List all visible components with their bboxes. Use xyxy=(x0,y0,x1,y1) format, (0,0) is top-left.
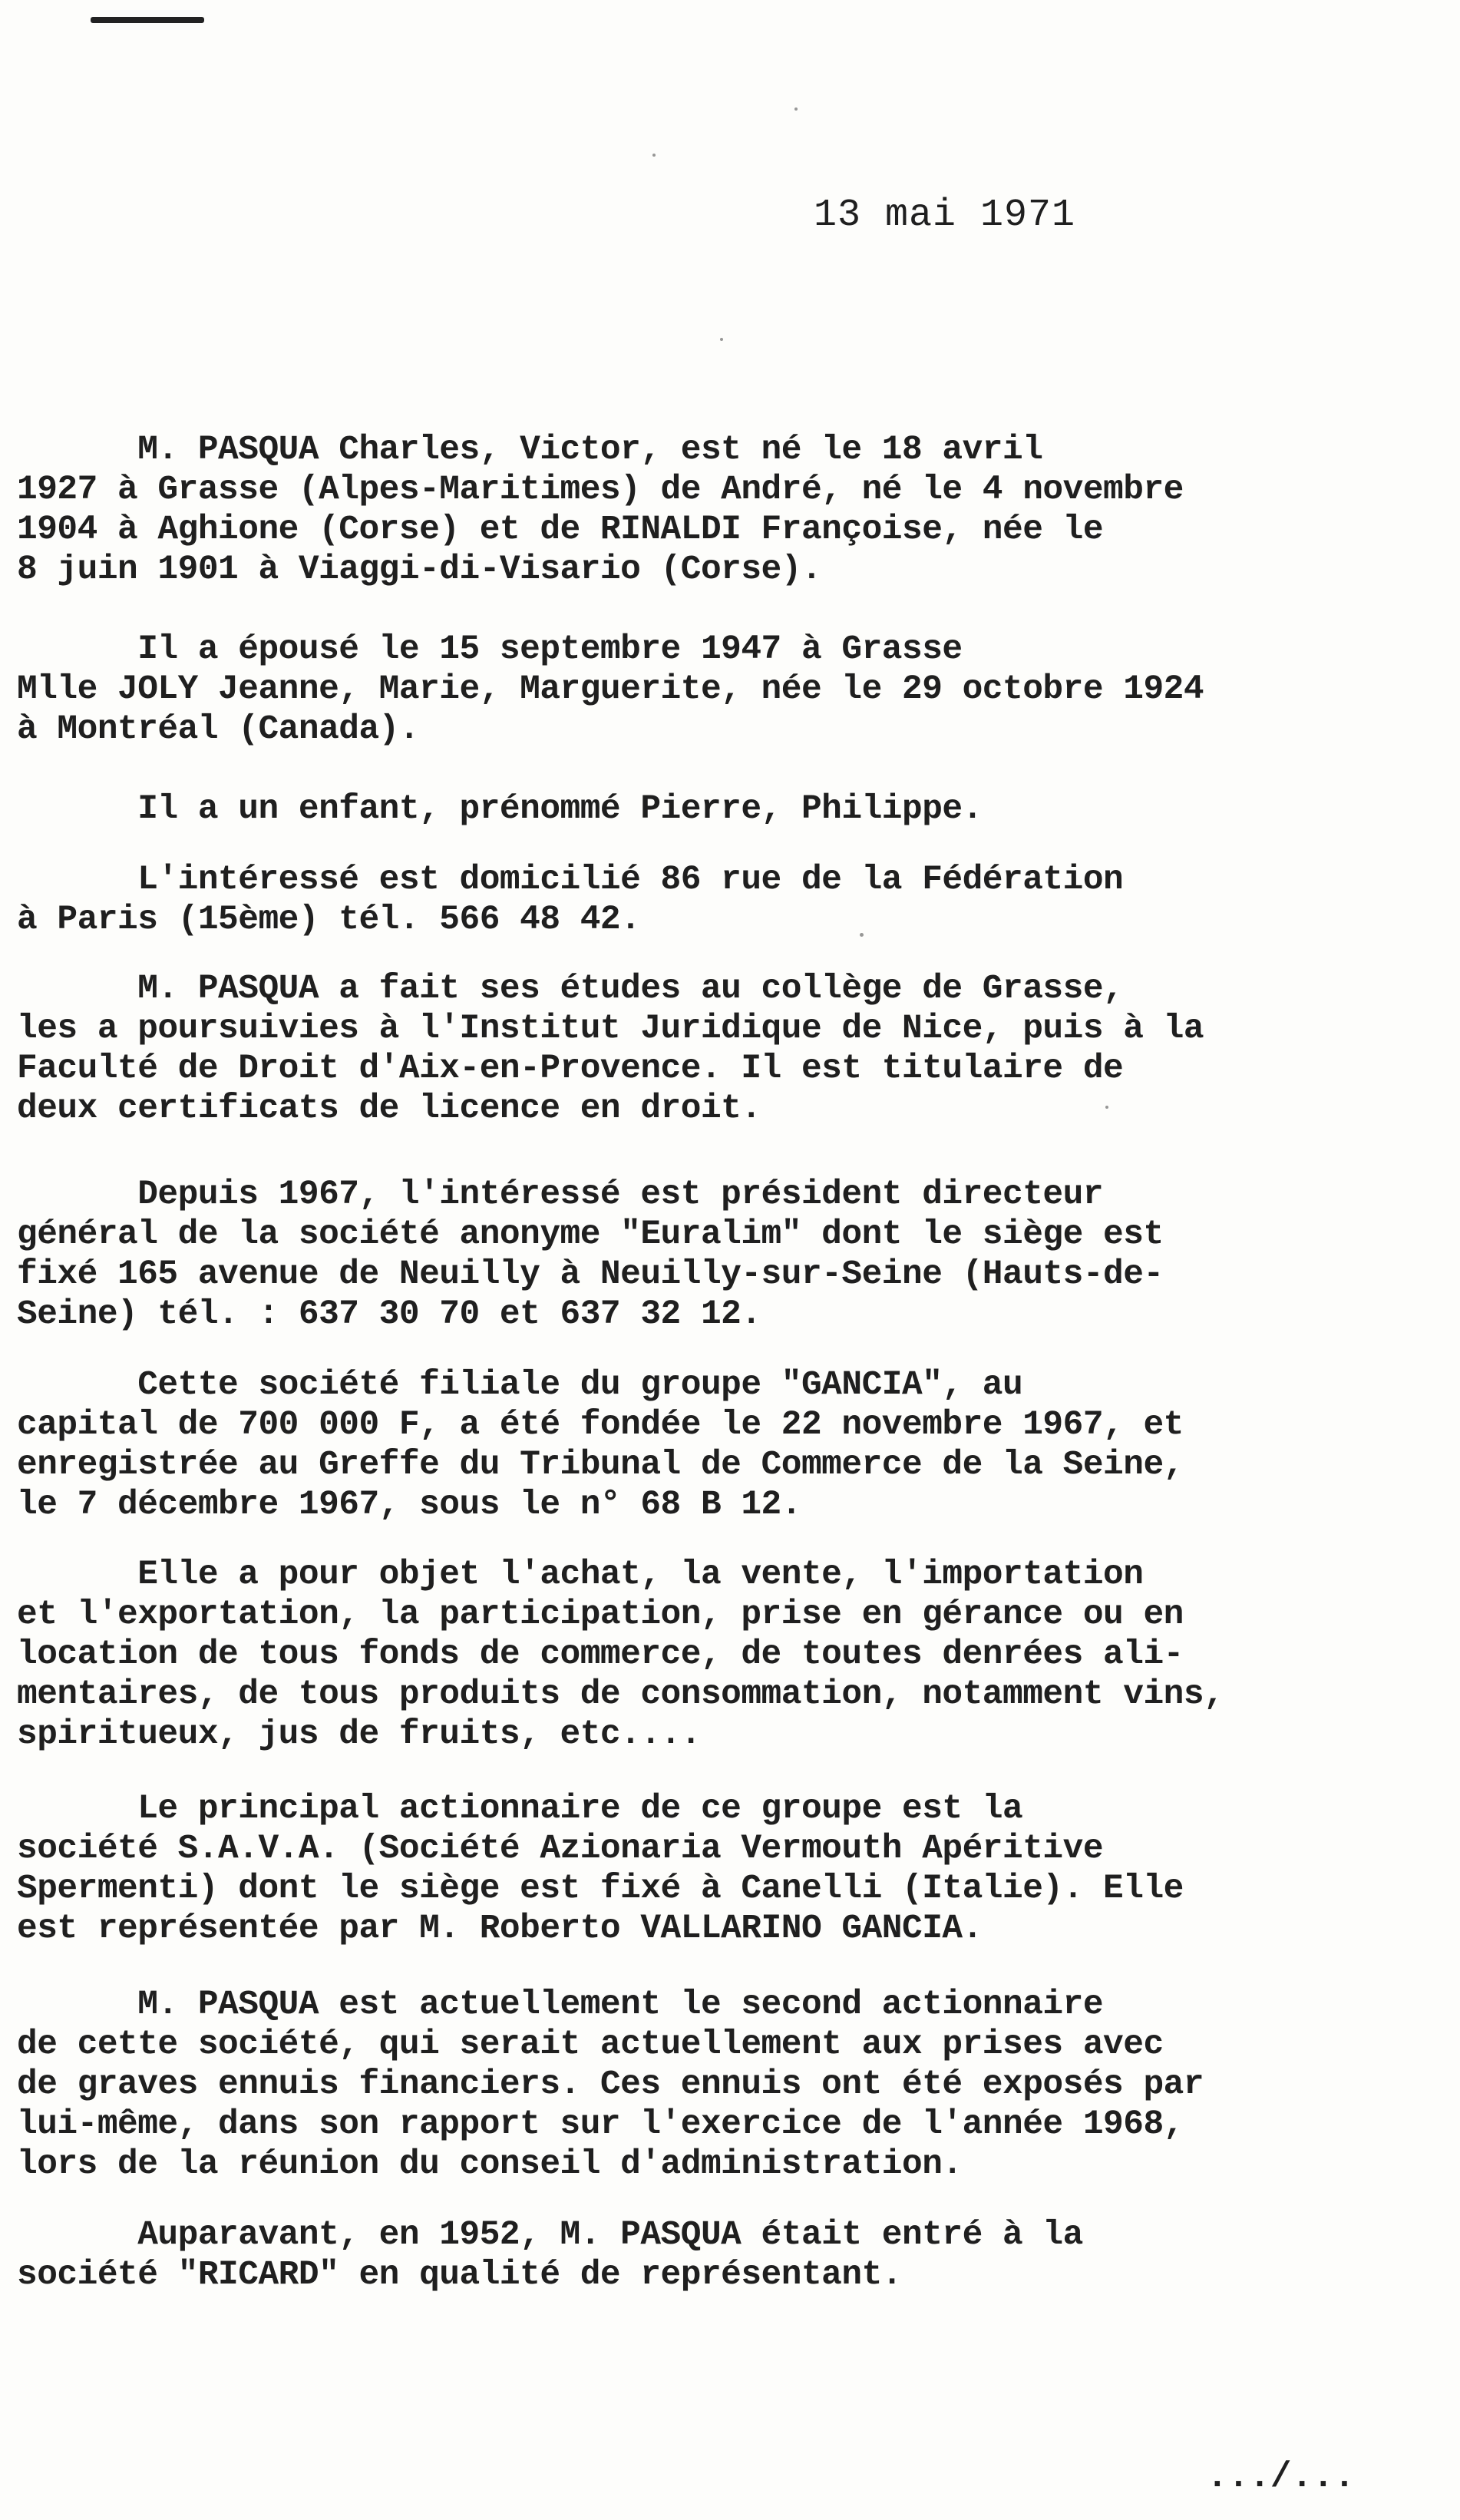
continuation-mark: .../... xyxy=(1207,2457,1356,2497)
scan-speck xyxy=(1105,1106,1108,1109)
text-line: Auparavant, en 1952, M. PASQUA était entré à la xyxy=(17,2216,1083,2254)
text-line: capital de 700 000 F, a été fondée le 22 novembre 1967, et xyxy=(17,1406,1184,1444)
text-line: mentaires, de tous produits de consommation, notamment vins, xyxy=(17,1675,1224,1714)
text-line: société S.A.V.A. (Société Azionaria Vermouth Apéritive xyxy=(17,1830,1104,1868)
text-line: deux certificats de licence en droit. xyxy=(17,1090,761,1128)
paragraph xyxy=(17,2215,1429,2295)
top-margin-mark xyxy=(91,17,204,23)
text-line: 1904 à Aghione (Corse) et de RINALDI Françoise, née le xyxy=(17,511,1104,549)
text-line: Depuis 1967, l'intéressé est président directeur xyxy=(17,1176,1104,1214)
text-line: enregistrée au Greffe du Tribunal de Commerce de la Seine, xyxy=(17,1446,1184,1484)
scan-speck xyxy=(794,107,798,111)
text-line: 8 juin 1901 à Viaggi-di-Visario (Corse). xyxy=(17,551,822,589)
paragraph xyxy=(17,860,1429,940)
paragraph xyxy=(17,1789,1429,1949)
paragraph xyxy=(17,1985,1429,2184)
text-line: de cette société, qui serait actuellement aux prises avec xyxy=(17,2026,1164,2064)
scan-speck xyxy=(860,933,864,937)
scan-speck xyxy=(652,154,656,157)
text-line: fixé 165 avenue de Neuilly à Neuilly-sur-Seine (Hauts-de- xyxy=(17,1255,1164,1294)
scan-speck xyxy=(720,338,723,341)
text-line: Il a épousé le 15 septembre 1947 à Grasse xyxy=(17,630,963,669)
text-line: le 7 décembre 1967, sous le n° 68 B 12. xyxy=(17,1486,801,1524)
text-line: Spermenti) dont le siège est fixé à Canelli (Italie). Elle xyxy=(17,1870,1184,1908)
text-line: et l'exportation, la participation, prise en gérance ou en xyxy=(17,1596,1184,1634)
paragraph xyxy=(17,630,1429,749)
text-line: M. PASQUA Charles, Victor, est né le 18 avril xyxy=(17,431,1043,469)
paragraph xyxy=(17,1555,1429,1754)
text-line: lui-même, dans son rapport sur l'exercice de l'année 1968, xyxy=(17,2105,1184,2144)
text-line: est représentée par M. Roberto VALLARINO GANCIA. xyxy=(17,1910,983,1948)
text-line: L'intéressé est domicilié 86 rue de la Fédération xyxy=(17,861,1124,899)
text-line: Faculté de Droit d'Aix-en-Provence. Il est titulaire de xyxy=(17,1050,1124,1088)
paragraph xyxy=(17,1365,1429,1525)
text-line: de graves ennuis financiers. Ces ennuis ont été exposés par xyxy=(17,2065,1204,2104)
text-line: spiritueux, jus de fruits, etc.... xyxy=(17,1715,701,1754)
text-line: Mlle JOLY Jeanne, Marie, Marguerite, née le 29 octobre 1924 xyxy=(17,670,1204,709)
paragraph xyxy=(17,969,1429,1129)
text-line: M. PASQUA est actuellement le second actionnaire xyxy=(17,1986,1104,2024)
text-line: M. PASQUA a fait ses études au collège de Grasse, xyxy=(17,970,1124,1008)
text-line: location de tous fonds de commerce, de toutes denrées ali- xyxy=(17,1635,1184,1674)
document-date: 13 mai 1971 xyxy=(814,193,1076,237)
text-line: Cette société filiale du groupe "GANCIA", au xyxy=(17,1366,1023,1404)
text-line: lors de la réunion du conseil d'administration. xyxy=(17,2145,963,2184)
text-line: société "RICARD" en qualité de représentant. xyxy=(17,2256,902,2294)
text-line: les a poursuivies à l'Institut Juridique de Nice, puis à la xyxy=(17,1010,1204,1048)
text-line: 1927 à Grasse (Alpes-Maritimes) de André, né le 4 novembre xyxy=(17,471,1184,509)
text-line: Elle a pour objet l'achat, la vente, l'importation xyxy=(17,1556,1144,1594)
text-line: Le principal actionnaire de ce groupe est la xyxy=(17,1790,1023,1828)
text-line: à Paris (15ème) tél. 566 48 42. xyxy=(17,901,641,939)
paragraph xyxy=(17,1175,1429,1334)
text-line: Seine) tél. : 637 30 70 et 637 32 12. xyxy=(17,1295,761,1334)
paragraph xyxy=(17,430,1429,590)
text-line: Il a un enfant, prénommé Pierre, Philippe. xyxy=(17,790,983,828)
text-line: général de la société anonyme "Euralim" dont le siège est xyxy=(17,1215,1164,1254)
paragraph xyxy=(17,789,1429,829)
text-line: à Montréal (Canada). xyxy=(17,710,420,749)
